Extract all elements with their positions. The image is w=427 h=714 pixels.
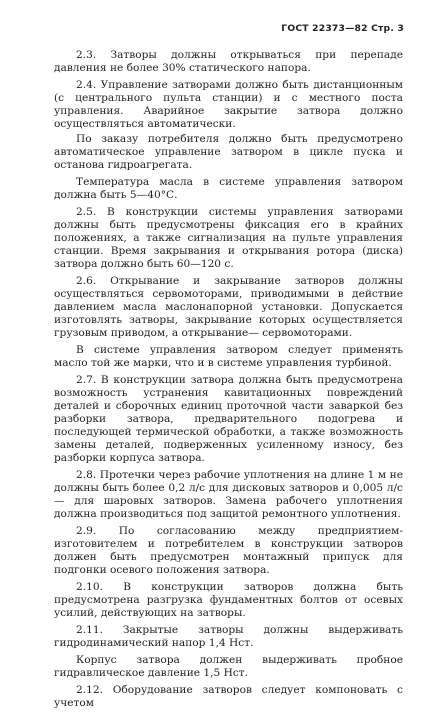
paragraph-2-6: 2.6. Открывание и закрывание затворов должны осуществляться сервомоторами, приводимыми в действие давлением масла маслонапорной установки. Допускается изготовлять затворы, закрывание которых осуществляется грузовым приводом, а открывание— сервомоторами. [54,275,403,339]
paragraph-oil-temperature: Температура масла в системе управления затвором должна быть 5—40°С. [54,176,403,201]
paragraph-2-9: 2.9. По согласованию между предприятием-изготовителем и потребителем в конструкции затворов должен быть предусмотрен монтажный припуск для подгонки осевого положения затвора. [54,525,403,576]
document-body [54,49,403,714]
paragraph-2-12: 2.12. Оборудование затворов следует компоновать с учетом [54,684,403,709]
paragraph-2-7: 2.7. В конструкции затвора должна быть предусмотрена возможность устранения кавитационных повреждений деталей и сборочных единиц проточной части заваркой без разборки затвора, предварительного подогрева и последующей термической обработки, а также возможность замены деталей, подверженных усиленному износу, без разборки корпуса затвора. [54,374,403,464]
paragraph-2-3: 2.3. Затворы должны открываться при перепаде давления не более 30% статического напора. [54,49,403,74]
paragraph-2-5: 2.5. В конструкции системы управления затворами должны быть предусмотрены фиксация его в крайних положениях, а также сигнализация на пульте управления станции. Время закрывания и открывания ротора (диска) затвора должно быть 60—120 с. [54,206,403,270]
page-header: ГОСТ 22373—82 Стр. 3 [281,23,404,34]
paragraph-2-11: 2.11. Закрытые затворы должны выдерживать гидродинамический напор 1,4 Hст. [54,624,403,649]
paragraph-oil-grade: В системе управления затвором следует применять масло той же марки, что и в системе управления турбиной. [54,344,403,369]
paragraph-2-8: 2.8. Протечки через рабочие уплотнения на длине 1 м не должны быть более 0,2 л/с для дисковых затворов и 0,005 л/с — для шаровых затворов. Замена рабочего уплотнения должна производиться под защитой ремонтного уплотнения. [54,469,403,520]
paragraph-2-4: 2.4. Управление затворами должно быть дистанционным (с центрального пульта станции) и с местного поста управления. Аварийное закрытие затвора должно осуществляться автоматически. [54,79,403,130]
paragraph-housing-pressure: Корпус затвора должен выдерживать пробное гидравлическое давление 1,5 Hст. [54,654,403,679]
paragraph-2-4-automatic-control: По заказу потребителя должно быть предусмотрено автоматическое управление затвором в цикле пуска и останова гидроагрегата. [54,133,403,171]
paragraph-2-10: 2.10. В конструкции затворов должна быть предусмотрена разгрузка фундаментных болтов от осевых усилий, действующих на затворы. [54,581,403,619]
